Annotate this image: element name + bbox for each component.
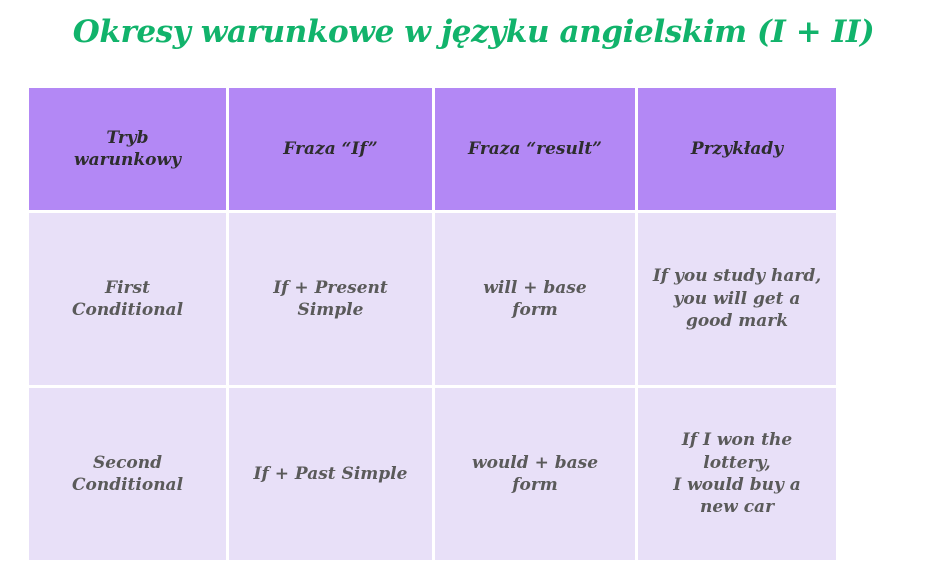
cell-result-phrase <box>435 388 635 560</box>
text-line: new car <box>699 497 775 518</box>
table-row <box>29 388 836 560</box>
text-line: If + Present <box>273 277 388 298</box>
text-line: Simple <box>297 300 364 320</box>
text-line: Second <box>92 452 163 473</box>
cell-if-phrase <box>229 213 432 385</box>
cell-result-phrase <box>435 213 635 385</box>
conditionals-table-wrapper <box>26 85 830 563</box>
cell-if-phrase: If + Past Simple <box>229 388 432 560</box>
cell-mode <box>29 388 226 560</box>
text-line: you will get a <box>673 288 801 309</box>
text-line: will + base <box>483 277 587 298</box>
column-header-examples: Przykłady <box>638 88 836 210</box>
text-line: good mark <box>685 311 789 332</box>
text-line: If I won the lottery, <box>681 430 793 473</box>
text-line: form <box>512 300 558 320</box>
table-row <box>29 213 836 385</box>
table-header <box>29 88 836 210</box>
text-line: form <box>512 475 558 495</box>
page-title: Okresy warunkowe w języku angielskim (I + II) <box>72 14 875 50</box>
text-line: warunkowy <box>74 150 181 170</box>
table-header-row <box>29 88 836 210</box>
column-header-if-phrase: Fraza “If” <box>229 88 432 210</box>
cell-example <box>638 388 836 560</box>
cell-example <box>638 213 836 385</box>
text-line: I would buy a <box>673 475 801 495</box>
text-line: Tryb <box>106 127 149 148</box>
text-line: If you study hard, <box>652 266 822 287</box>
cell-mode <box>29 213 226 385</box>
text-line: First <box>105 277 150 298</box>
column-header-mode <box>29 88 226 210</box>
column-header-result-phrase: Fraza “result” <box>435 88 635 210</box>
table-body <box>29 213 836 560</box>
text-line: would + base <box>471 452 599 473</box>
conditionals-table <box>26 85 839 563</box>
text-line: Conditional <box>71 300 184 320</box>
text-line: Conditional <box>71 475 184 495</box>
